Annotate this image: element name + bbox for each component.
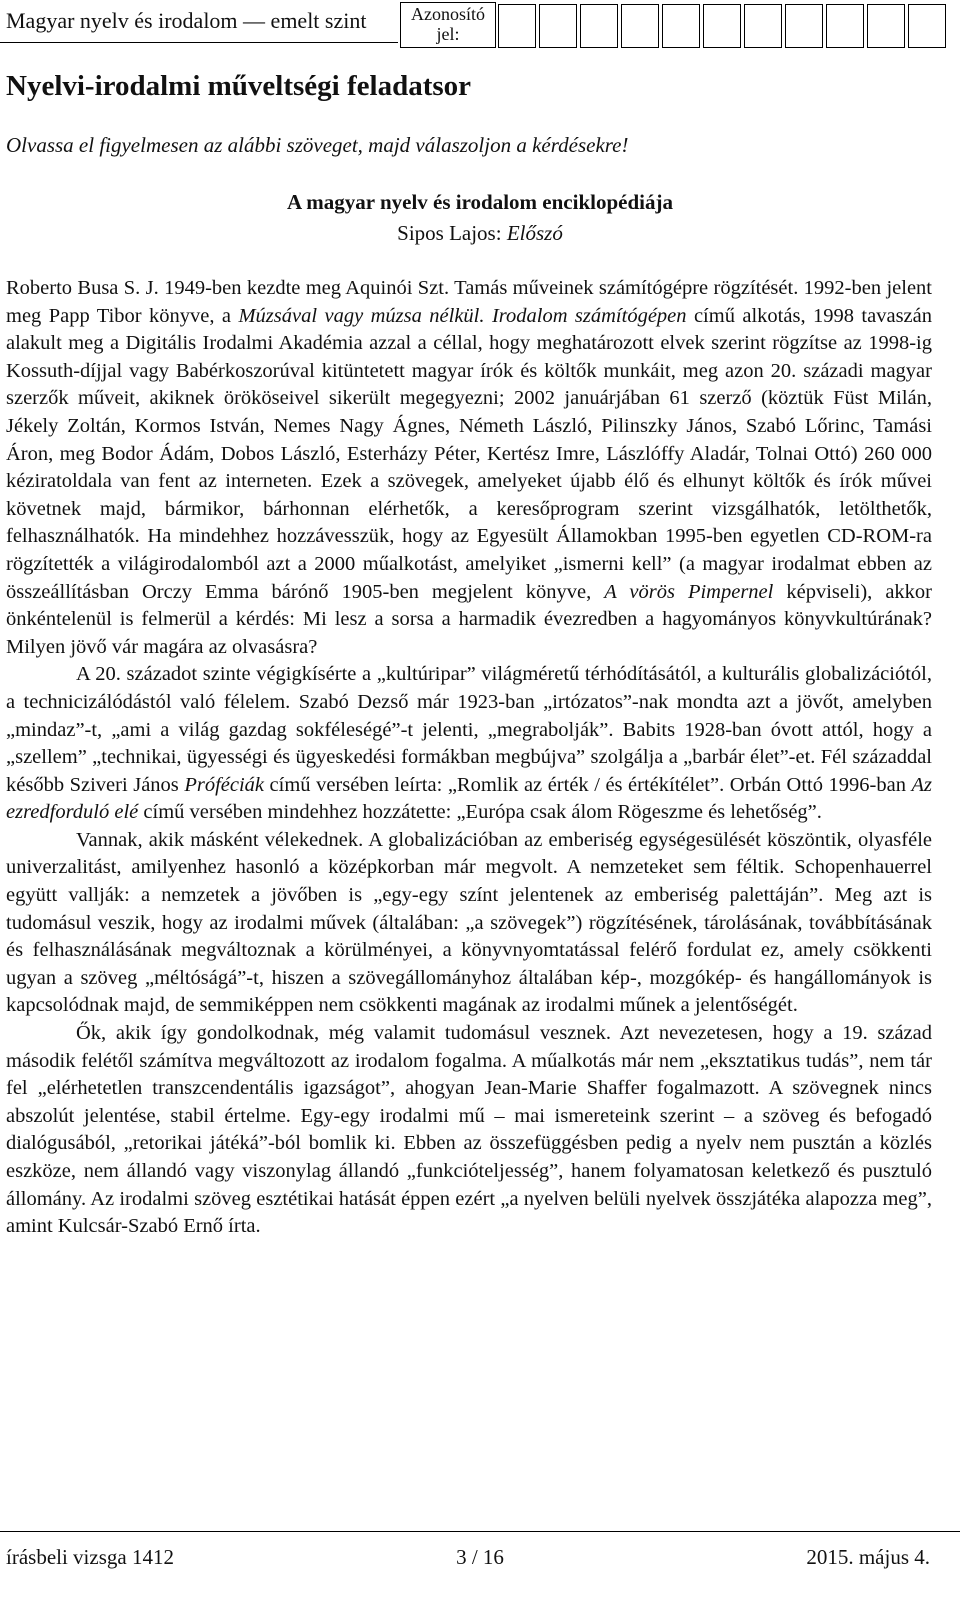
- work-subtitle: Előszó: [506, 221, 563, 245]
- work-author: [0, 221, 960, 246]
- instruction: Olvassa el figyelmesen az alábbi szöveget, majd válaszoljon a kérdésekre!: [6, 133, 629, 157]
- p2-a: A 20. századot szinte végigkísérte a „kultúripar” világméretű térhódításától, a kulturális globalizációtól, a technicizálódástól való félelem. Szabó Dezső már 1923-ban „irtózatos”-nak mondta azt a jövőt, amelyben „mindaz”-t, „ami a világ gazdag sokféleségé”-t jelenti, „megrabolják”. Babits 1928-ban óvott attól, hogy a „szellem” „technikai, ügyességi és ügyeskedési formákban megbújva” szolgálja a „barbár élet”-et. Fél századdal később Sziveri János: [6, 663, 932, 796]
- id-cell: [867, 4, 905, 48]
- footer-page-number: 3 / 16: [456, 1545, 504, 1569]
- paragraph-4: Ők, akik így gondolkodnak, még valamit tudomásul vesznek. Azt nevezetesen, hogy a 19. század második felétől számítva megváltozott az irodalom fogalma. A műalkotás már nem „eksztatikus tudás”, nem tár fel „elérhetetlen transzcendentális igazságot”, ahogyan Jean-Marie Shaffer fogalmazott. A szövegnek nincs abszolút jelentése, stabil értelme. Egy-egy irodalmi mű – mai ismereteink szerint – a szöveg és befogadó dialógusából, „retorikai játéká”-ból bomlik ki. Ebben az összefüggésben pedig a nyelv nem pusztán a közlés eszköze, nem állandó vagy viszonylag állandó „funkcióteljesség”, hanem folyamatosan keletkező és pusztuló állomány. Az irodalmi szöveg esztétikai hatását éppen ezért „a nyelven belüli nyelvek összjátéka alapozza meg”, amint Kulcsár-Szabó Ernő írta.: [6, 1022, 932, 1238]
- p1-e: című alkotás, 1998 tavaszán alakult meg a Digitális Irodalmi Akadémia azzal a céllal, hogy meghatározott elvek szerint rögzítse az 1998-ig Kossuth-díjjal vagy Babérkoszorúval kitüntetett magyar írók és költők munkáit, meg azon 20. századi magyar szerzők műveit, akiknek örököseivel sikerült megegyezni; 2002 januárjában 61 szerző (köztük Füst Milán, Jékely Zoltán, Kormos István, Nemes Nagy Ágnes, Németh László, Pilinszky János, Szabó Lőrinc, Tamási Áron, meg Bodor Ádám, Dobos László, Esterházy Péter, Kertész Imre, Lászlóffy Aladár, Tolnai Ottó) 260 000 kéziratoldala van fent az interneten. Ezek a szövegek, amelyeket újabb élő és elhunyt költők és írók művei követnek majd, bármikor, bárhonnan elérhetők, a keresőprogram szerint vizsgálhatók, letölthetők, felhasználhatók. Ha mindehhez hozzávesszük, hogy az Egyesült Államokban 1995-ben egyetlen CD-ROM-ra rögzítették a világirodalomból azt a 2000 műalkotást, amelyiket „ismerni kell” (a magyar irodalmat ebben az összeállításban Orczy Emma bárónő 1905-ben megjelent könyve,: [6, 304, 932, 603]
- paragraph-2: [6, 661, 932, 827]
- id-cell: [580, 4, 618, 48]
- header-rule: [0, 42, 398, 43]
- p1-d: Irodalom számítógépen: [491, 304, 687, 327]
- id-cell: [662, 4, 700, 48]
- id-label: Azonosító jel:: [411, 4, 485, 44]
- p1-b: Múzsával vagy múzsa nélkül.: [238, 304, 485, 327]
- body-text: [6, 275, 932, 1241]
- footer-exam-code: írásbeli vizsga 1412: [6, 1545, 174, 1569]
- p2-e: című versében mindehhez hozzátette: „Európa csak álom Rögeszme és lehetőség”.: [138, 801, 822, 824]
- id-cell: [621, 4, 659, 48]
- id-cell: [826, 4, 864, 48]
- paragraph-3: Vannak, akik másként vélekednek. A globalizációban az emberiség egységesülését köszöntik, olyasféle univerzalitást, amilyenhez hasonló a középkorban már megvolt. A nemzeteket sem féltik. Schopenhauerrel együtt vallják: a nemzetek a jövőben is „egy-egy színt jelentenek az emberiség palettáján”. Meg azt is tudomásul veszik, hogy az irodalmi művek (általában: „a szövegek”) rögzítésének, tárolásának, továbbításának és felhasználásának megváltoznak a körülményei, a könyvnyomtatással felérő fordulat ez, amely csökkenti ugyan a szöveg „méltóságá”-t, hiszen a szövegállományhoz általában kép-, mozgókép- és hangállományok is kapcsolódnak majd, de semmiképpen nem csökkenti magának az irodalmi műnek a jelentőségét.: [6, 828, 932, 1017]
- main-title: Nyelvi-irodalmi műveltségi feladatsor: [6, 70, 472, 102]
- id-cell: [785, 4, 823, 48]
- p2-d: Az ezredforduló elé: [6, 773, 932, 824]
- id-cell: [539, 4, 577, 48]
- p2-b: Próféciák: [184, 773, 265, 796]
- id-cell: [744, 4, 782, 48]
- id-cells: [498, 4, 949, 48]
- p1-g: képviseli), akkor önkéntelenül is felmerül a kérdés: Mi lesz a sorsa a harmadik évezredben a hagyományos könyvkultúrának? Milyen jövő vár magára az olvasásra?: [6, 580, 932, 658]
- work-title: A magyar nyelv és irodalom enciklopédiája: [287, 190, 673, 214]
- header-title: Magyar nyelv és irodalom — emelt szint: [6, 8, 367, 33]
- footer-date: 2015. május 4.: [806, 1545, 930, 1569]
- p1-c: [485, 305, 492, 327]
- page-header: [0, 0, 960, 50]
- id-cell: [498, 4, 536, 48]
- p1-f: A vörös Pimpernel: [604, 580, 774, 603]
- p1-a: Roberto Busa S. J. 1949-ben kezdte meg Aquinói Szt. Tamás műveinek számítógépre rögzítését. 1992-ben jelent meg Papp Tibor könyve, a: [6, 277, 932, 327]
- id-cell: [703, 4, 741, 48]
- p2-c: című versében leírta: „Romlik az érték / és értékítélet”. Orbán Ottó 1996-ban: [264, 773, 912, 796]
- id-cell: [908, 4, 946, 48]
- author-name: Sipos Lajos:: [397, 221, 507, 245]
- paragraph-1: [6, 275, 932, 661]
- footer-rule: [0, 1531, 960, 1532]
